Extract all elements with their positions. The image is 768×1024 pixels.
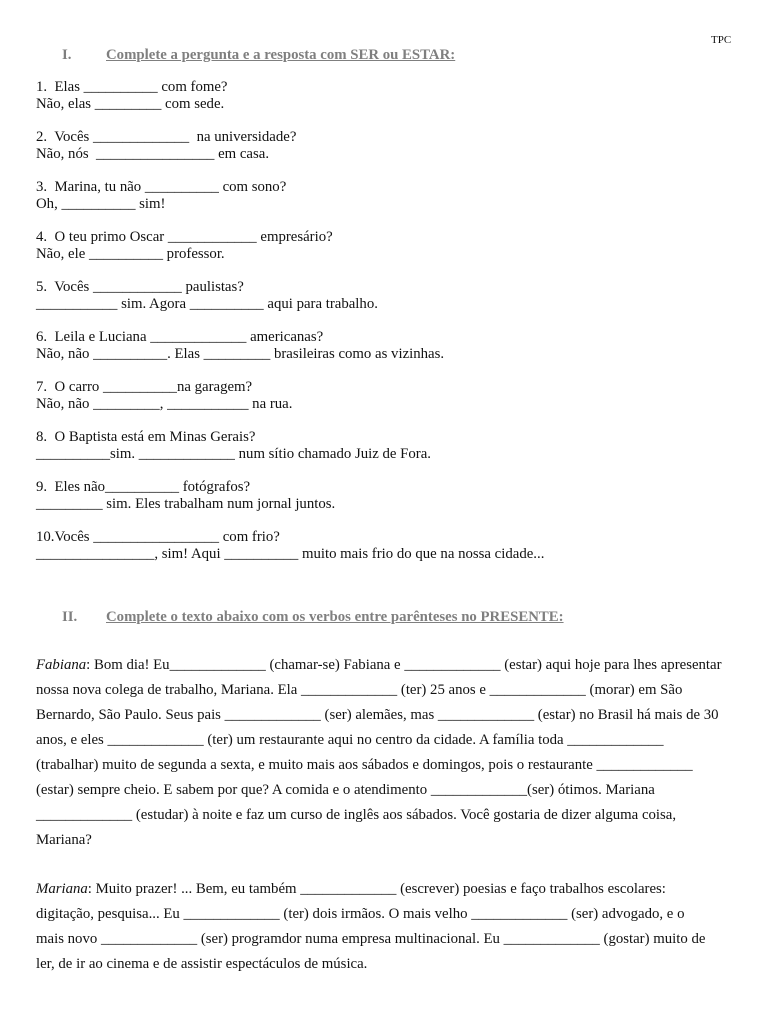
paragraph-line-1 [36, 653, 736, 678]
exercise-4-answer: Não, ele __________ professor. [36, 245, 225, 262]
exercise-item-3 [36, 179, 736, 212]
section-2-title: Complete o texto abaixo com os verbos entre parênteses no PRESENTE: [106, 609, 564, 625]
paragraph-line-text: : Bom dia! Eu_____________ (chamar-se) Fabiana e _____________ (estar) aqui hoje para lhes apresentar [86, 657, 722, 673]
exercise-6-answer: Não, não __________. Elas _________ brasileiras como as vizinhas. [36, 345, 445, 362]
exercise-2-answer: Não, nós ________________ em casa. [36, 145, 270, 162]
dialogue-paragraph-fabiana [36, 653, 736, 853]
exercise-5-question: 5. Vocês ____________ paulistas? [36, 279, 244, 295]
exercise-item-7 [36, 379, 736, 412]
exercise-10-question: 10.Vocês _________________ com frio? [36, 529, 280, 545]
exercise-item-4 [36, 229, 736, 262]
paragraph-line-8: Mariana? [36, 832, 92, 848]
paragraph-line-1 [36, 877, 736, 902]
section-2-heading [0, 608, 768, 626]
speaker-name: Fabiana [36, 657, 87, 673]
section-1-exercises [36, 79, 736, 579]
exercise-6-question: 6. Leila e Luciana _____________ americanas? [36, 329, 324, 345]
exercise-item-2 [36, 129, 736, 162]
exercise-9-question: 9. Eles não__________ fotógrafos? [36, 479, 251, 495]
paragraph-line-4: ler, de ir ao cinema e de assistir espectáculos de música. [36, 956, 368, 972]
exercise-2-question: 2. Vocês _____________ na universidade? [36, 129, 297, 145]
exercise-1-question: 1. Elas __________ com fome? [36, 79, 228, 95]
paragraph-line-6: (estar) sempre cheio. E sabem por que? A comida e o atendimento _____________(ser) ótimos. Mariana [36, 782, 655, 798]
paragraph-line-4: anos, e eles _____________ (ter) um restaurante aqui no centro da cidade. A família toda _____________ [36, 732, 664, 748]
exercise-item-5 [36, 279, 736, 312]
exercise-item-10 [36, 529, 736, 562]
exercise-item-6 [36, 329, 736, 362]
dialogue-paragraph-mariana [36, 877, 736, 977]
exercise-5-answer: ___________ sim. Agora __________ aqui para trabalho. [36, 295, 378, 312]
paragraph-line-3: mais novo _____________ (ser) programdor numa empresa multinacional. Eu _____________ (gostar) muito de [36, 931, 706, 947]
exercise-9-answer: _________ sim. Eles trabalham num jornal juntos. [36, 495, 336, 512]
paragraph-line-5: (trabalhar) muito de segunda a sexta, e muito mais aos sábados e domingos, pois o restaurante _____________ [36, 757, 693, 773]
exercise-item-8 [36, 429, 736, 462]
paragraph-line-2: nossa nova colega de trabalho, Mariana. Ela _____________ (ter) 25 anos e _____________ (morar) em São [36, 682, 683, 698]
exercise-8-question: 8. O Baptista está em Minas Gerais? [36, 429, 256, 445]
paragraph-line-text: : Muito prazer! ... Bem, eu também _____________ (escrever) poesias e faço trabalhos escolares: [87, 881, 666, 897]
exercise-3-question: 3. Marina, tu não __________ com sono? [36, 179, 287, 195]
section-1-number: I. [62, 47, 72, 63]
section-1-title: Complete a pergunta e a resposta com SER ou ESTAR: [106, 47, 456, 63]
exercise-10-answer: ________________, sim! Aqui __________ muito mais frio do que na nossa cidade... [36, 545, 545, 562]
paragraph-line-7: _____________ (estudar) à noite e faz um curso de inglês aos sábados. Você gostaria de dizer alguma coisa, [36, 807, 677, 823]
exercise-item-1 [36, 79, 736, 112]
exercise-8-answer: __________sim. _____________ num sítio chamado Juiz de Fora. [36, 445, 431, 462]
exercise-3-answer: Oh, __________ sim! [36, 195, 166, 212]
section-2-number: II. [62, 609, 78, 625]
header-tag: TPC [711, 34, 732, 46]
speaker-name: Mariana [36, 881, 88, 897]
exercise-1-answer: Não, elas _________ com sede. [36, 95, 225, 112]
exercise-item-9 [36, 479, 736, 512]
paragraph-line-3: Bernardo, São Paulo. Seus pais _____________ (ser) alemães, mas _____________ (estar) no Brasil há mais de 30 [36, 707, 719, 723]
exercise-7-answer: Não, não _________, ___________ na rua. [36, 395, 293, 412]
exercise-7-question: 7. O carro __________na garagem? [36, 379, 253, 395]
paragraph-line-2: digitação, pesquisa... Eu _____________ (ter) dois irmãos. O mais velho _____________ (ser) advogado, e o [36, 906, 685, 922]
exercise-4-question: 4. O teu primo Oscar ____________ empresário? [36, 229, 333, 245]
section-1-heading [0, 46, 768, 64]
